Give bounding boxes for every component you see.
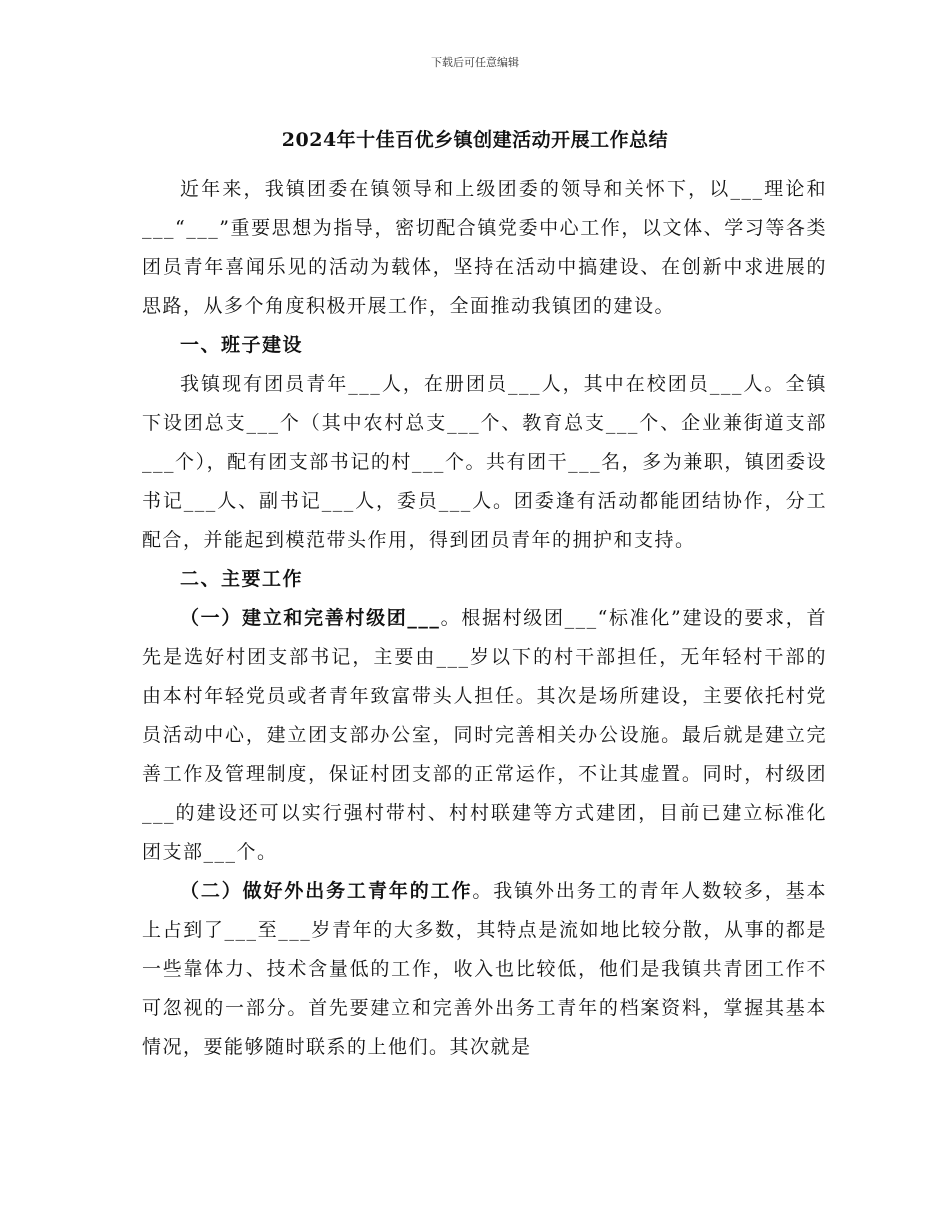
item1-lead: （一）建立和完善村级团___ xyxy=(180,607,441,629)
item2-paragraph xyxy=(142,872,827,1067)
section-heading-2: 二、主要工作 xyxy=(180,568,304,590)
item2-lead: （二）做好外出务工青年的工作 xyxy=(180,880,473,902)
item1-body: 。根据村级团___“标准化”建设的要求，首先是选好村团支部书记，主要由___岁以下的村干部担任，无年轻村干部的由本村年轻党员或者青年致富带头人担任。其次是场所建设，主要依托村党员活动中心，建立团支部办公室，同时完善相关办公设施。最后就是建立完善工作及管理制度，保证村团支部的正常运作，不让其虚置。同时，村级团___的建设还可以实行强村带村、村村联建等方式建团，目前已建立标准化团支部___个。 xyxy=(142,607,827,863)
item1-paragraph xyxy=(142,599,827,872)
header-note: 下载后可任意编辑 xyxy=(431,56,519,69)
document-body xyxy=(142,170,827,1067)
intro-paragraph: 近年来，我镇团委在镇领导和上级团委的领导和关怀下，以___理论和___“___”重要思想为指导，密切配合镇党委中心工作，以文体、学习等各类团员青年喜闻乐见的活动为载体，坚持在活动中搞建设、在创新中求进展的思路，从多个角度积极开展工作，全面推动我镇团的建设。 xyxy=(142,178,827,317)
document-title: 2024年十佳百优乡镇创建活动开展工作总结 xyxy=(281,129,669,151)
section-heading-1: 一、班子建设 xyxy=(180,334,304,356)
section1-paragraph: 我镇现有团员青年___人，在册团员___人，其中在校团员___人。全镇下设团总支___个（其中农村总支___个、教育总支___个、企业兼街道支部___个），配有团支部书记的村___个。共有团干___名，多为兼职，镇团委设书记___人、副书记___人，委员___人。团委逢有活动都能团结协作，分工配合，并能起到模范带头作用，得到团员青年的拥护和支持。 xyxy=(142,373,827,551)
item2-body: 。我镇外出务工的青年人数较多，基本上占到了___至___岁青年的大多数，其特点是流如地比较分散，从事的都是一些靠体力、技术含量低的工作，收入也比较低，他们是我镇共青团工作不可忽视的一部分。首先要建立和完善外出务工青年的档案资料，掌握其基本情况，要能够随时联系的上他们。其次就是 xyxy=(142,880,827,1058)
